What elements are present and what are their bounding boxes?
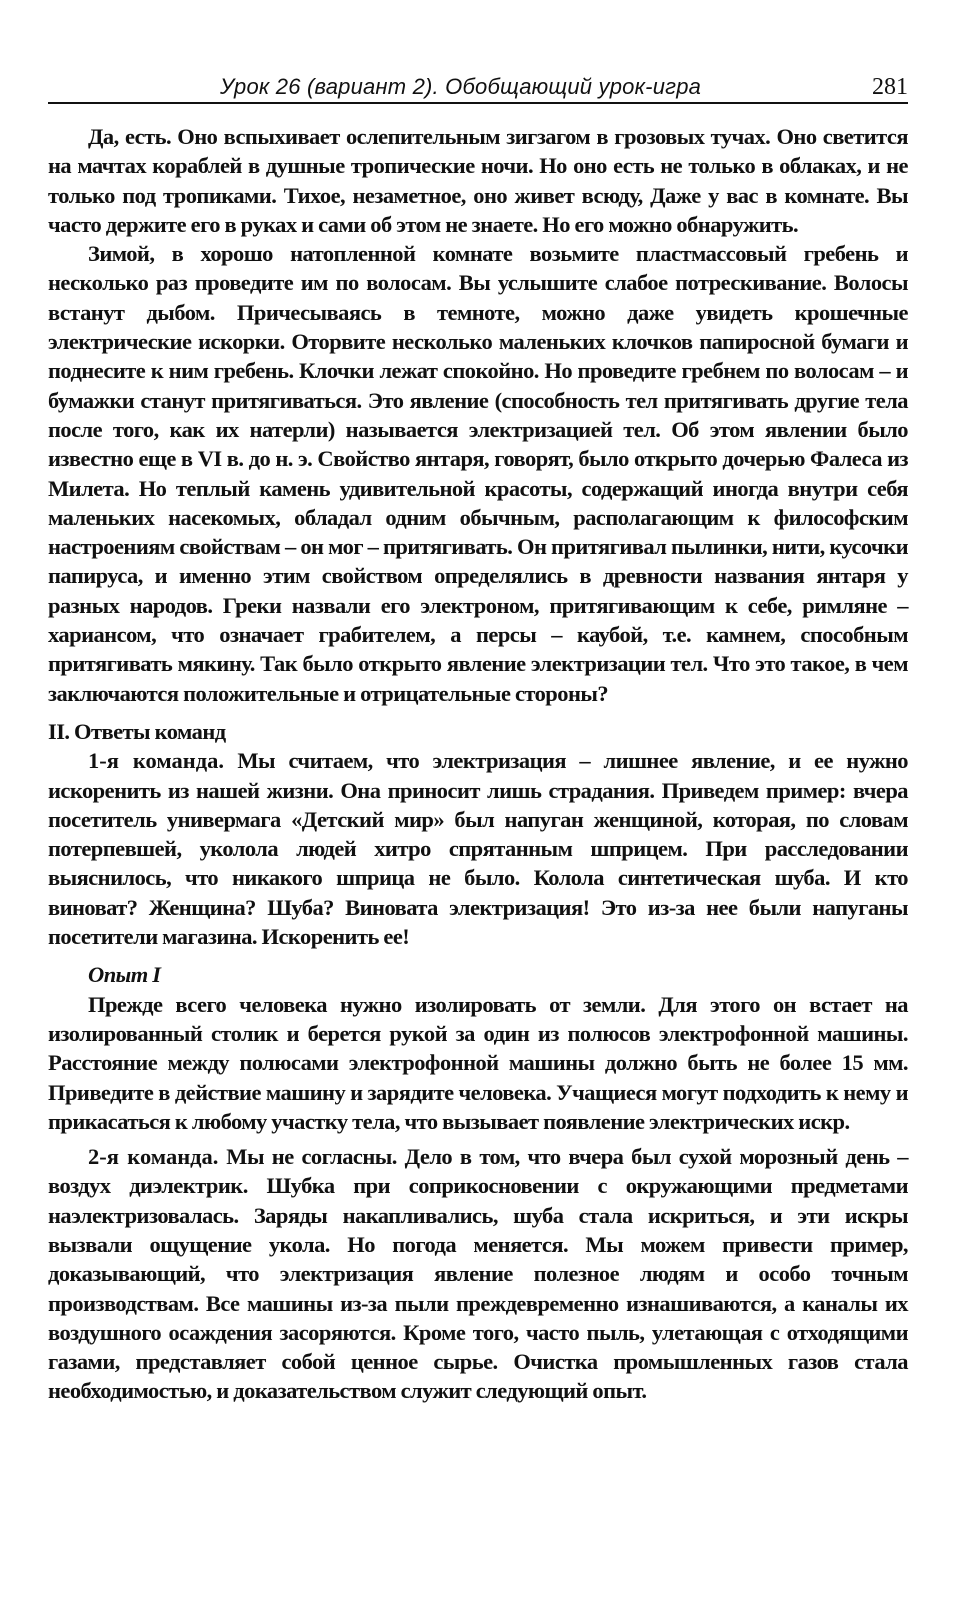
running-header [48, 74, 908, 104]
team1-text: Мы считаем, что электризация – лишнее явление, и ее нужно искоренить из нашей жизни. Она приносит лишь страдания. Приведем пример: вчера посетитель универмага «Детский мир» был напуган женщиной, которая, по словам потерпевшей, уколола людей хитро спрятанным шприцем. При расследовании выяснилось, что никакого шприца не было. Колола синтетическая шуба. И кто виноват? Женщина? Шуба? Виновата электризация! Это из-за нее были напуганы посетители магазина. Искоренить ее! [48, 748, 908, 950]
team2-text: Мы не согласны. Дело в том, что вчера был сухой морозный день – воздух диэлектрик. Шубка при соприкосновении с окружающими предметами наэлектризовалась. Заряды накапливались, шуба стала искриться, и эти искры вызвали ощущение укола. Но погода меняется. Мы можем привести пример, доказывающий, что электризация явление полезное людям и особо точным производствам. Все машины из-за пыли преждевременно изнашиваются, а каналы их воздушного осаждения засоряются. Кроме того, часто пыль, улетающая с отходящими газами, представляет собой ценное сырье. Очистка промышленных газов стала необходимостью, и доказательством служит следующий опыт. [48, 1144, 908, 1404]
page-number: 281 [872, 74, 908, 100]
section-heading: II. Ответы команд [48, 718, 226, 744]
text-column [48, 122, 908, 1406]
experiment-text: Прежде всего человека нужно изолировать от земли. Для этого он встает на изолированный столик и берется рукой за один из полюсов электрофонной машины. Расстояние между полюсами электрофонной машины должно быть не более 15 мм. Приведите в действие машину и зарядите человека. Учащиеся могут подходить к нему и прикасаться к любому участку тела, что вызывает появление электрических искр. [48, 991, 908, 1134]
team1-lead: 1-я команда. [88, 748, 224, 774]
paragraph-intro: Да, есть. Оно вспыхивает ослепительным зигзагом в грозовых тучах. Оно светится на мачтах кораблей в душные тропические ночи. Но оно есть не только в облаках, и не только под тропиками. Тихое, незаметное, оно живет всюду, Даже у вас в комнате. Вы часто держите его в руках и сами об этом не знаете. Но его можно обнаружить. [48, 124, 908, 237]
running-title: Урок 26 (вариант 2). Обобщающий урок-игра [220, 74, 702, 99]
team1-answer [48, 746, 908, 951]
experiment-heading: Опыт I [88, 962, 161, 988]
team2-lead: 2-я команда. [88, 1144, 219, 1170]
paragraph-electrization: Зимой, в хорошо натопленной комнате возьмите пластмассовый гребень и несколько раз проведите им по волосам. Вы услышите слабое потрескивание. Волосы встанут дыбом. Причесываясь в темноте, можно даже увидеть крошечные электрические искорки. Оторвите несколько маленьких клочков папиросной бумаги и поднесите к ним гребень. Клочки лежат спокойно. Но проведите гребнем по волосам – и бумажки станут притягиваться. Это явление (способность тел притягивать другие тела после того, как их натерли) называется электризацией тел. Об этом явлении было известно еще в VI в. до н. э. Свойство янтаря, говорят, было открыто дочерью Фалеса из Милета. Но теплый камень удивительной красоты, содержащий иногда внутри себя маленьких насекомых, обладал одним обычным, располагающим к философским настроениям свойствам – он мог – притягивать. Он притягивал пылинки, нити, кусочки папируса, и именно этим свойством определялись в древности названия янтаря у разных народов. Греки назвали его электроном, притягивающим к себе, римляне – харианcом, что означает грабителем, а персы – каубой, т.е. камнем, способным притягивать мякину. Так было открыто явление электризации тел. Что это такое, в чем заключаются положительные и отрицательные стороны? [48, 241, 908, 706]
team2-answer [48, 1142, 908, 1406]
